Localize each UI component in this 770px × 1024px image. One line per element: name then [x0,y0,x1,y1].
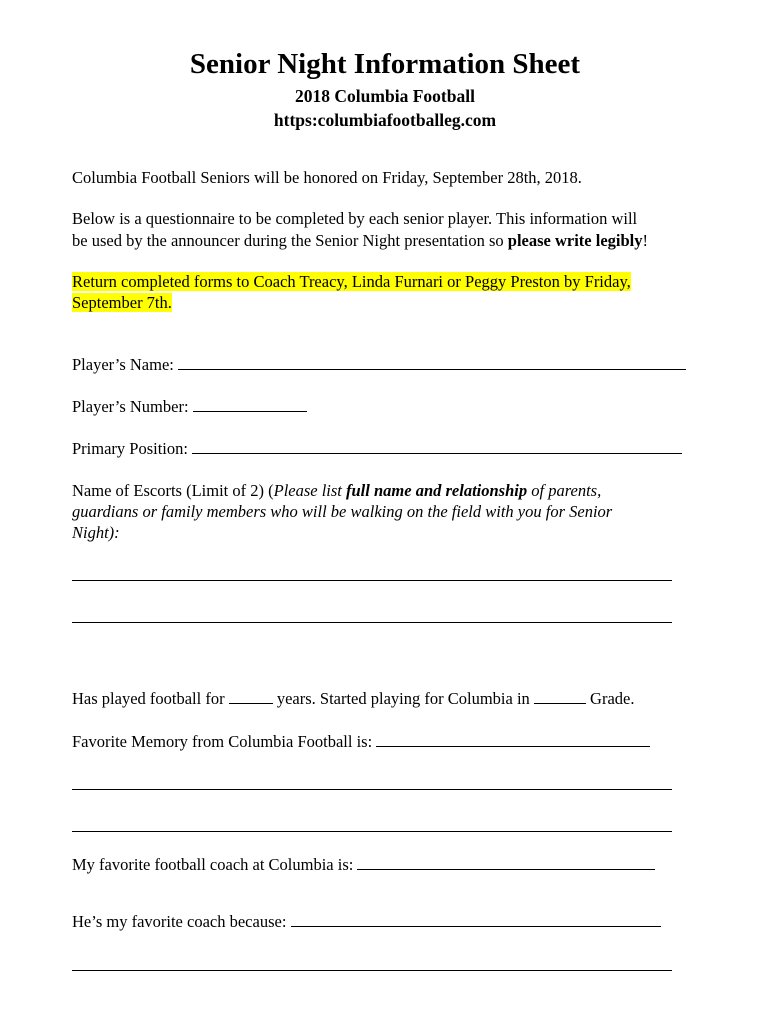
primary-position-field[interactable] [192,438,682,454]
questionnaire-text-line1: Below is a questionnaire to be completed by each senior player. This information will [72,209,638,228]
return-forms-highlight-2: September 7th. [72,293,172,312]
coach-reason-row [72,911,661,932]
escort-2-field[interactable] [72,622,672,623]
years-played-row [72,688,634,709]
escort-1-field[interactable] [72,580,672,581]
coach-reason-line-2[interactable] [72,970,672,971]
escorts-instruction: Please list [273,481,347,500]
player-name-label: Player’s Name: [72,355,174,374]
return-forms-highlight-1: Return completed forms to Coach Treacy, Linda Furnari or Peggy Preston by Friday, [72,272,631,291]
favorite-memory-line-2[interactable] [72,789,672,790]
return-forms-line1 [72,271,631,292]
questionnaire-text-plain: be used by the announcer during the Senior Night presentation so [72,231,508,250]
coach-reason-field[interactable] [291,911,661,927]
questionnaire-text-line2 [72,230,648,251]
favorite-memory-label: Favorite Memory from Columbia Football is: [72,732,373,751]
primary-position-row [72,438,682,459]
started-playing-label: years. Started playing for Columbia in [276,689,530,708]
exclamation-text: ! [642,231,649,250]
favorite-memory-field[interactable] [376,731,650,747]
coach-reason-label: He’s my favorite coach because: [72,912,287,931]
player-name-row [72,354,686,375]
favorite-coach-row [72,854,655,875]
player-number-field[interactable] [193,396,307,412]
favorite-coach-label: My favorite football coach at Columbia is: [72,855,354,874]
grade-label: Grade. [590,689,635,708]
favorite-coach-field[interactable] [357,854,655,870]
player-number-label: Player’s Number: [72,397,189,416]
page-subtitle: 2018 Columbia Football [295,86,475,106]
escorts-line1 [72,480,601,501]
return-forms-line2 [72,292,172,313]
favorite-memory-line-3[interactable] [72,831,672,832]
favorite-memory-row [72,731,650,752]
escorts-label: Name of Escorts (Limit of 2) ( [72,481,274,500]
played-label: Has played football for [72,689,225,708]
write-legibly-emphasis: please write legibly [507,231,643,250]
escorts-instruction-cont: of parents, [527,481,602,500]
player-number-row [72,396,307,417]
escorts-line3: Night): [72,523,120,542]
escorts-line2: guardians or family members who will be walking on the field with you for Senior [72,502,613,521]
primary-position-label: Primary Position: [72,439,188,458]
starting-grade-field[interactable] [534,688,586,704]
escorts-instruction-emphasis: full name and relationship [346,481,528,500]
page-title: Senior Night Information Sheet [189,48,581,80]
years-played-field[interactable] [229,688,273,704]
honored-text: Columbia Football Seniors will be honored on Friday, September 28th, 2018. [72,168,582,187]
website-text: https:columbiafootballeg.com [273,110,497,130]
player-name-field[interactable] [178,354,686,370]
